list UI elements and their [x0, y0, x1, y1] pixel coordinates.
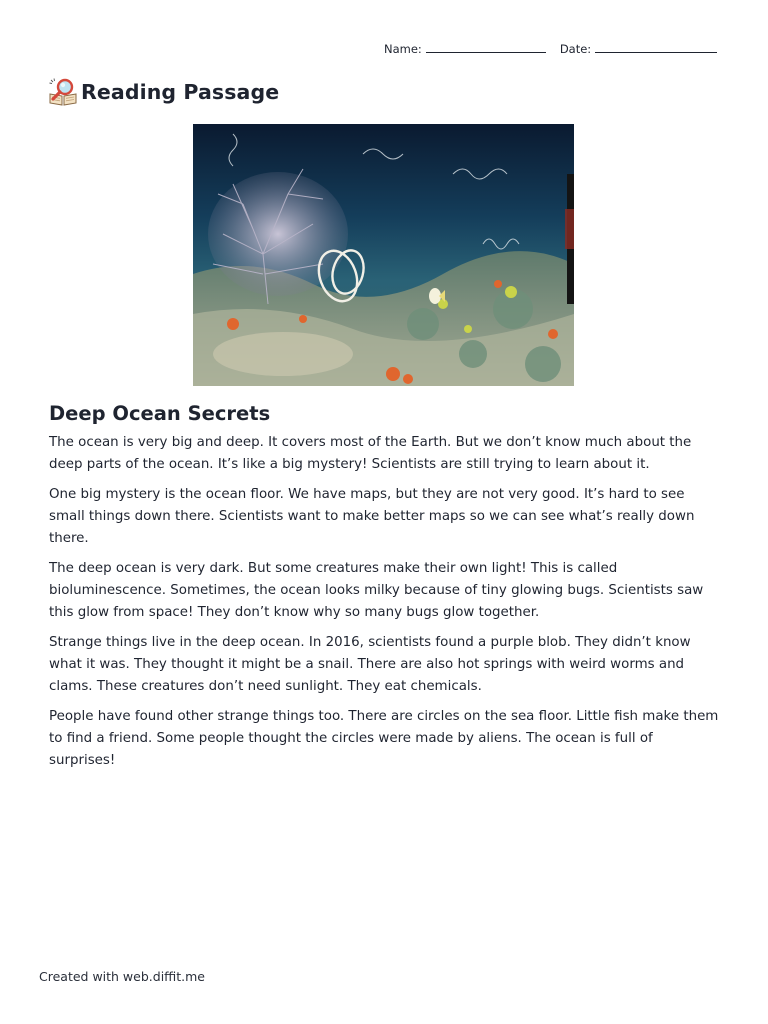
name-date-fields [384, 38, 720, 56]
paragraph-2: One big mystery is the ocean floor. We have maps, but they are not very good. It’s hard to see small things down there. Scientists want to make better maps so we can see what’s really down there. [49, 487, 695, 546]
date-line[interactable] [595, 52, 717, 53]
section-title: Reading Passage [81, 80, 280, 104]
magnifying-glass-book-icon [48, 77, 78, 107]
deep-ocean-photo [193, 124, 574, 386]
paragraph-3: The deep ocean is very dark. But some creatures make their own light! This is called bioluminescence. Sometimes, the ocean looks milky because of tiny glowing bugs. Scientists saw this glow from space! They don’t know why so many bugs glow together. [49, 561, 704, 620]
name-label: Name: [384, 42, 422, 56]
date-label: Date: [559, 42, 592, 56]
passage-body [49, 432, 719, 780]
footer-credit: Created with web.diffit.me [39, 969, 205, 984]
section-header [48, 76, 279, 108]
paragraph-4: Strange things live in the deep ocean. In 2016, scientists found a purple blob. They didn’t know what it was. They thought it might be a snail. There are also hot springs with weird worms and clams. These creatures don’t need sunlight. They eat chemicals. [49, 635, 691, 694]
paragraph-1: The ocean is very big and deep. It covers most of the Earth. But we don’t know much about the deep parts of the ocean. It’s like a big mystery! Scientists are still trying to learn about it. [49, 435, 692, 472]
passage-title: Deep Ocean Secrets [49, 402, 271, 425]
paragraph-5: People have found other strange things too. There are circles on the sea floor. Little fish make them to find a friend. Some people thought the circles were made by aliens. The ocean is full of surprises! [49, 709, 719, 768]
name-line[interactable] [426, 52, 546, 53]
